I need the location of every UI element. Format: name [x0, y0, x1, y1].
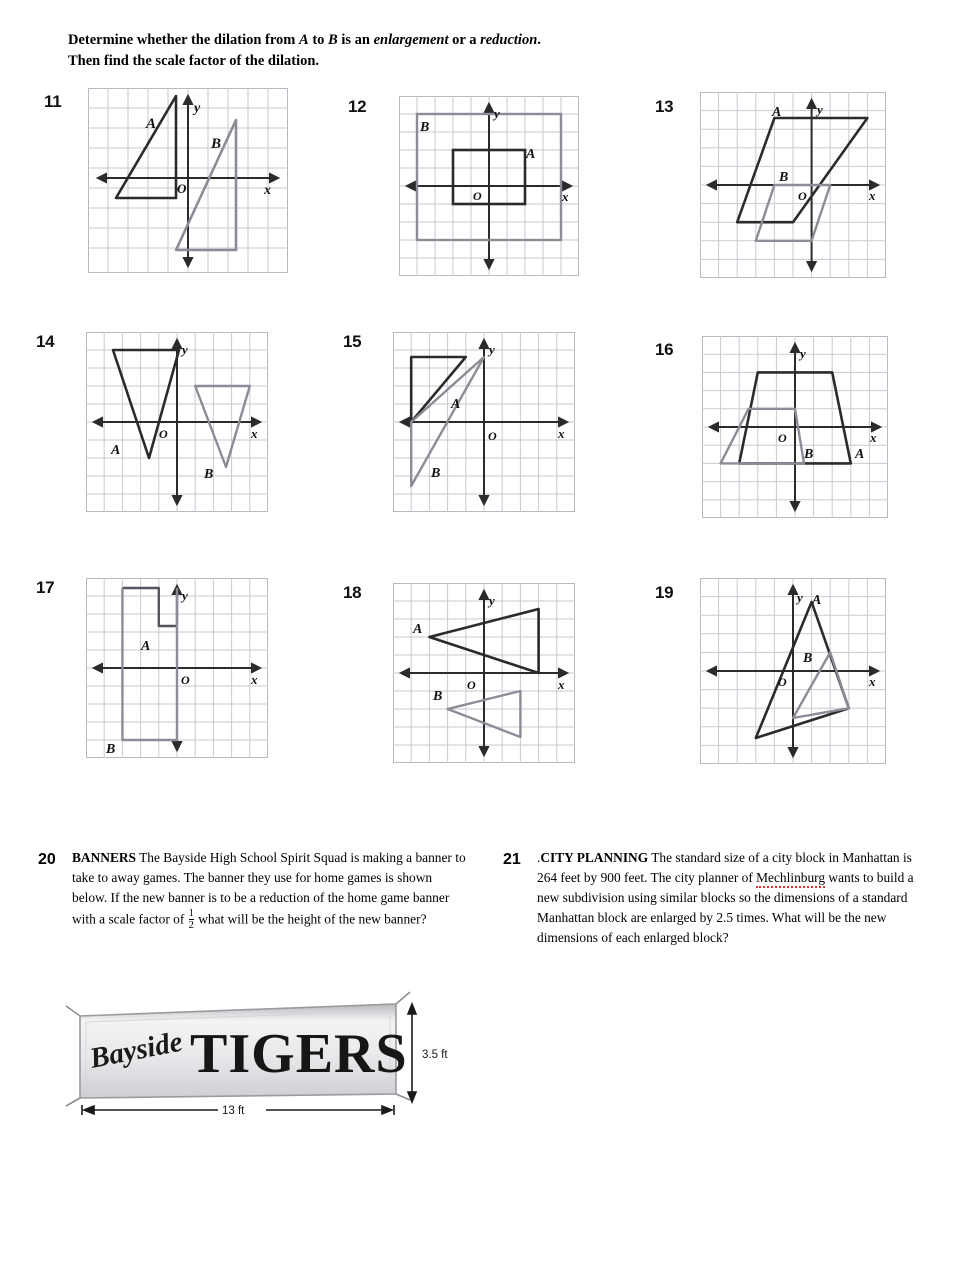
directions-line1-part-a: Determine whether the dilation from — [68, 32, 300, 48]
problem-21-text-part2: wants to build a new subdivision using similar blocks so the dimensions of a standard Manhattan block are enlarged by 2.5 times. What will be the new dimensions of each enlarged block? — [537, 870, 914, 946]
problem-number-11: 11 — [44, 92, 62, 111]
directions-line1-part-d: or a — [448, 32, 481, 48]
problem-20-lead: BANNERS — [72, 850, 136, 865]
graph-19-label-O: O — [778, 675, 787, 689]
graph-19-label-A: A — [812, 593, 822, 608]
problem-21-lead: CITY PLANNING — [540, 850, 649, 865]
graph-14-label-B: B — [204, 467, 214, 482]
problem-number-12: 12 — [348, 97, 367, 116]
graph-13-label-B: B — [779, 170, 789, 185]
directions-line1-part-e: . — [537, 32, 541, 48]
graph-19 — [700, 578, 886, 764]
graph-16-label-x: x — [870, 430, 877, 445]
banner-tie-bottom-left — [66, 1098, 80, 1106]
graph-11-svg — [88, 88, 288, 273]
banner-tie-top-right — [396, 992, 410, 1004]
graph-13-label-x: x — [869, 188, 876, 203]
graph-15 — [393, 332, 575, 512]
graph-18-label-x: x — [558, 677, 565, 692]
problem-number-17: 17 — [36, 578, 55, 597]
graph-12-label-B: B — [420, 120, 430, 135]
graph-16-label-O: O — [778, 431, 787, 445]
graph-13 — [700, 92, 886, 278]
graph-12 — [399, 96, 579, 276]
graph-15-label-x: x — [558, 426, 565, 441]
graph-14-label-x: x — [251, 426, 258, 441]
graph-19-label-y: y — [797, 590, 803, 605]
banner-height-label: 3.5 ft — [422, 1049, 448, 1061]
problem-20-text-part2: what will be the height of the new banner? — [194, 911, 427, 927]
banner-tie-top-left — [66, 1006, 80, 1016]
graph-18-label-A: A — [413, 622, 423, 637]
problem-21-misspelled-word: Mechlinburg — [756, 870, 825, 888]
graph-12-svg — [399, 96, 579, 276]
problem-20-text-part1: The Bayside High School Spirit Squad is making a banner to take to away games. The banner they use for home games is shown below. If the new banner is to be a reduction of the home game banner with a scale factor of — [72, 850, 466, 927]
graph-11-label-x: x — [264, 183, 271, 198]
directions-label-a: A — [299, 32, 309, 48]
graph-17-label-O: O — [181, 673, 190, 687]
graph-18-label-B: B — [433, 689, 443, 704]
directions-text — [68, 30, 708, 72]
problem-number-13: 13 — [655, 97, 674, 116]
graph-11-label-O: O — [177, 181, 187, 196]
word-problem-20 — [38, 848, 467, 932]
problem-number-15: 15 — [343, 332, 362, 351]
graph-15-label-y: y — [489, 342, 495, 357]
graph-18-label-y: y — [489, 593, 495, 608]
problem-number-21: 21 — [503, 851, 521, 868]
graph-12-label-x: x — [562, 189, 569, 204]
graph-17-label-A: A — [141, 639, 151, 654]
graph-14-label-A: A — [111, 443, 121, 458]
banner-svg — [62, 982, 462, 1122]
problem-number-16: 16 — [655, 340, 674, 359]
word-problem-21 — [503, 848, 935, 949]
graph-17-label-y: y — [182, 588, 188, 603]
directions-word-reduction: reduction — [480, 32, 538, 48]
directions-word-enlargement: enlargement — [373, 32, 449, 48]
graph-11-label-B: B — [211, 136, 222, 152]
graph-16-svg — [702, 336, 888, 518]
graph-15-label-B: B — [431, 466, 441, 481]
graph-14-label-y: y — [182, 342, 188, 357]
banner-width-label: 13 ft — [222, 1105, 245, 1117]
graph-12-label-y: y — [494, 106, 500, 121]
problem-number-18: 18 — [343, 583, 362, 602]
graph-18 — [393, 583, 575, 763]
graph-13-label-O: O — [798, 189, 807, 203]
graph-14 — [86, 332, 268, 512]
directions-line1-part-b: to — [308, 32, 329, 48]
graph-16-label-y: y — [800, 346, 806, 361]
problem-21-pre: . — [537, 850, 541, 865]
graph-13-label-A: A — [772, 105, 782, 120]
problem-number-14: 14 — [36, 332, 55, 351]
graph-19-svg — [700, 578, 886, 764]
graph-17-label-B: B — [106, 742, 116, 757]
graph-11-label-y: y — [194, 101, 201, 116]
graph-19-label-x: x — [869, 674, 876, 689]
graph-18-label-O: O — [467, 678, 476, 692]
directions-line1-part-c: is an — [337, 32, 374, 48]
graph-16-label-A: A — [855, 447, 865, 462]
graph-17-label-x: x — [251, 672, 258, 687]
graph-17-svg — [86, 578, 268, 758]
graph-14-svg — [86, 332, 268, 512]
banner-script-text: Bayside — [87, 1025, 186, 1075]
banner-illustration — [62, 982, 462, 1127]
graph-13-label-y: y — [817, 102, 823, 117]
graph-12-label-O: O — [473, 189, 482, 203]
problem-21-text-part1: The standard size of a city block in Manhattan is 264 feet by 900 feet. The city planner of — [537, 850, 912, 886]
graph-15-svg — [393, 332, 575, 512]
fraction-numerator: 1 — [188, 908, 194, 920]
graph-16 — [702, 336, 888, 518]
graph-19-label-B: B — [803, 651, 813, 666]
graph-14-label-O: O — [159, 427, 168, 441]
graph-11-label-A: A — [146, 116, 157, 132]
graph-11 — [88, 88, 288, 273]
banner-tie-bottom-right — [396, 1094, 410, 1100]
problem-20-fraction — [189, 908, 194, 931]
fraction-denominator: 2 — [188, 920, 194, 932]
graph-16-label-B: B — [804, 447, 814, 462]
graph-12-label-A: A — [526, 147, 536, 162]
directions-label-b: B — [328, 32, 338, 48]
directions-line2: Then find the scale factor of the dilation. — [68, 53, 320, 70]
graph-13-svg — [700, 92, 886, 278]
banner-height-dimension — [408, 1004, 416, 1102]
graph-15-label-A: A — [451, 397, 461, 412]
graph-15-label-O: O — [488, 429, 497, 443]
problem-number-20: 20 — [38, 851, 56, 868]
graph-18-svg — [393, 583, 575, 763]
problem-number-19: 19 — [655, 583, 674, 602]
banner-main-text: TIGERS — [190, 1023, 408, 1085]
graph-17 — [86, 578, 268, 758]
